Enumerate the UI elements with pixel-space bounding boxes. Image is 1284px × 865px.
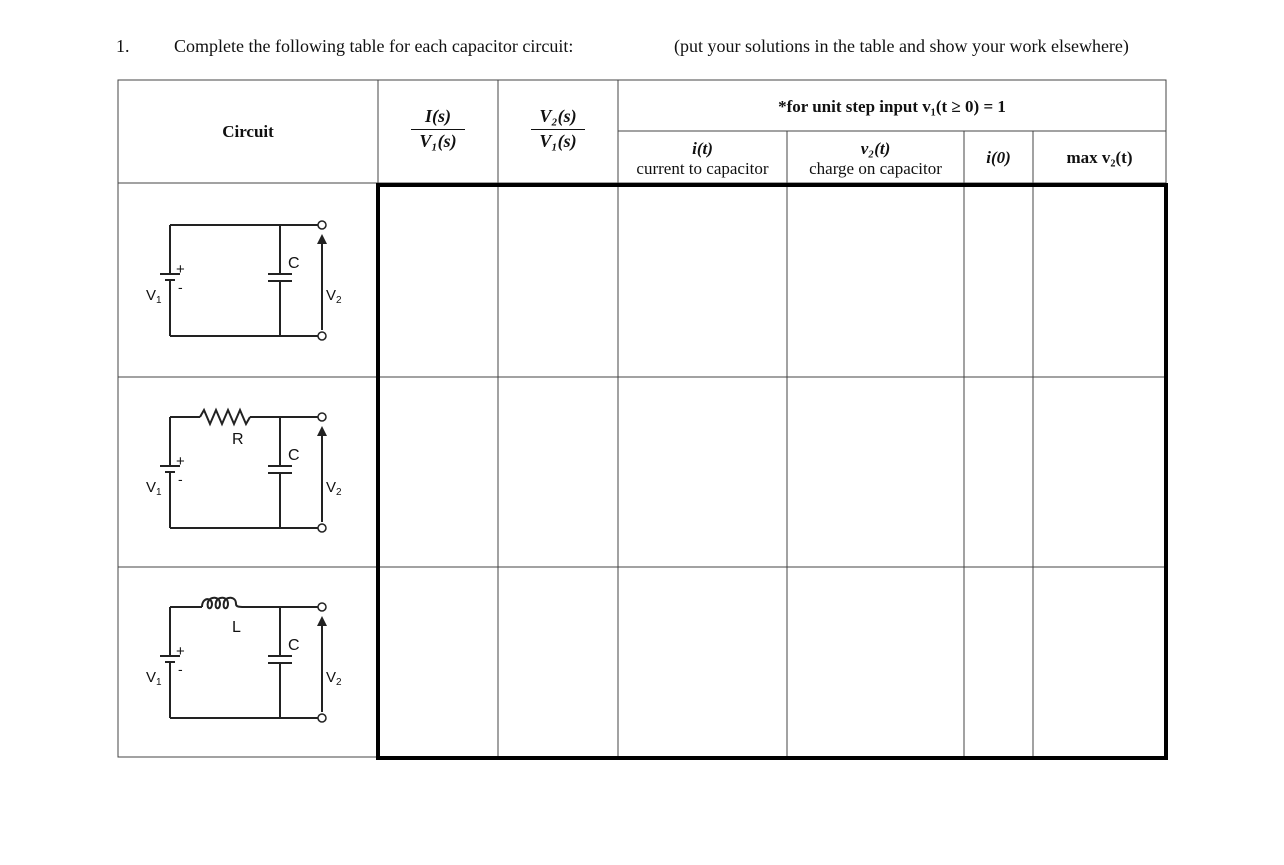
circuit-1-plus: + bbox=[176, 261, 185, 278]
circuit-2-cap-label: C bbox=[288, 447, 300, 464]
answer-row1-max-v2[interactable] bbox=[1035, 189, 1162, 375]
circuit-3-v2-sub: 2 bbox=[336, 677, 342, 688]
answer-row1-i-over-v1[interactable] bbox=[382, 189, 496, 375]
answer-row2-it[interactable] bbox=[620, 379, 785, 565]
circuit-3-plus: + bbox=[176, 643, 185, 660]
circuit-1-v1-sub: 1 bbox=[156, 295, 162, 306]
header-v2t-symbol: v₂(t) bbox=[860, 139, 891, 158]
circuit-2-plus: + bbox=[176, 453, 185, 470]
answer-row1-i0[interactable] bbox=[966, 189, 1031, 375]
circuit-1-v2: V bbox=[326, 287, 337, 304]
header-v2t bbox=[787, 139, 964, 179]
answer-row3-max-v2[interactable] bbox=[1035, 569, 1162, 753]
header-v2-over-v1-denominator: V₁(s) bbox=[539, 131, 577, 151]
svg-text:V2 bbox=[326, 669, 342, 688]
circuit-2-minus: - bbox=[178, 471, 183, 487]
svg-text:V2 bbox=[326, 287, 342, 306]
answer-row2-v2-over-v1[interactable] bbox=[500, 379, 616, 565]
answer-row2-v2t[interactable] bbox=[789, 379, 962, 565]
question-number: 1. bbox=[116, 36, 130, 56]
header-circuit: Circuit bbox=[222, 122, 274, 141]
svg-text:V1 bbox=[146, 669, 162, 688]
question-prompt: Complete the following table for each capacitor circuit: bbox=[174, 36, 574, 56]
svg-text:V2 bbox=[326, 479, 342, 498]
header-it bbox=[618, 139, 787, 179]
circuit-capacitor-only bbox=[140, 210, 340, 350]
answer-row2-i-over-v1[interactable] bbox=[382, 379, 496, 565]
header-it-symbol: i(t) bbox=[692, 139, 713, 158]
answer-row3-i0[interactable] bbox=[966, 569, 1031, 753]
question-note: (put your solutions in the table and show your work elsewhere) bbox=[674, 36, 1129, 56]
circuit-2-v2: V bbox=[326, 479, 337, 496]
circuit-1-cap-label: C bbox=[288, 255, 300, 272]
answer-row2-i0[interactable] bbox=[966, 379, 1031, 565]
header-i-over-v1-numerator: I(s) bbox=[425, 106, 451, 126]
answer-row3-it[interactable] bbox=[620, 569, 785, 753]
answer-row2-max-v2[interactable] bbox=[1035, 379, 1162, 565]
answer-row1-v2t[interactable] bbox=[789, 189, 962, 375]
answer-row3-v2-over-v1[interactable] bbox=[500, 569, 616, 753]
circuit-1-v1: V bbox=[146, 287, 157, 304]
answer-row1-v2-over-v1[interactable] bbox=[500, 189, 616, 375]
circuit-3-ind-label: L bbox=[232, 619, 241, 636]
header-it-desc: current to capacitor bbox=[636, 159, 769, 178]
circuit-2-v1: V bbox=[146, 479, 157, 496]
circuit-3-v2: V bbox=[326, 669, 337, 686]
circuit-3-minus: - bbox=[178, 661, 183, 677]
circuit-3-v1-sub: 1 bbox=[156, 677, 162, 688]
header-max-v2: max v₂(t) bbox=[1066, 148, 1133, 167]
circuit-2-res-label: R bbox=[232, 431, 244, 448]
circuit-2-v2-sub: 2 bbox=[336, 487, 342, 498]
header-i0: i(0) bbox=[986, 148, 1011, 167]
circuit-rc bbox=[140, 402, 340, 542]
svg-text:V1 bbox=[146, 479, 162, 498]
header-i-over-v1 bbox=[398, 106, 478, 152]
circuit-3-cap-label: C bbox=[288, 637, 300, 654]
circuit-lc bbox=[140, 592, 340, 732]
svg-text:V1 bbox=[146, 287, 162, 306]
header-v2t-desc: charge on capacitor bbox=[809, 159, 942, 178]
circuit-2-v1-sub: 1 bbox=[156, 487, 162, 498]
header-v2-over-v1 bbox=[518, 106, 598, 152]
header-step-input: *for unit step input v₁(t ≥ 0) = 1 bbox=[778, 97, 1006, 116]
header-v2-over-v1-numerator: V₂(s) bbox=[539, 106, 577, 126]
header-i-over-v1-denominator: V₁(s) bbox=[419, 131, 457, 151]
answer-row3-i-over-v1[interactable] bbox=[382, 569, 496, 753]
answer-row3-v2t[interactable] bbox=[789, 569, 962, 753]
circuit-1-minus: - bbox=[178, 279, 183, 295]
circuit-1-v2-sub: 2 bbox=[336, 295, 342, 306]
answer-row1-it[interactable] bbox=[620, 189, 785, 375]
circuit-3-v1: V bbox=[146, 669, 157, 686]
